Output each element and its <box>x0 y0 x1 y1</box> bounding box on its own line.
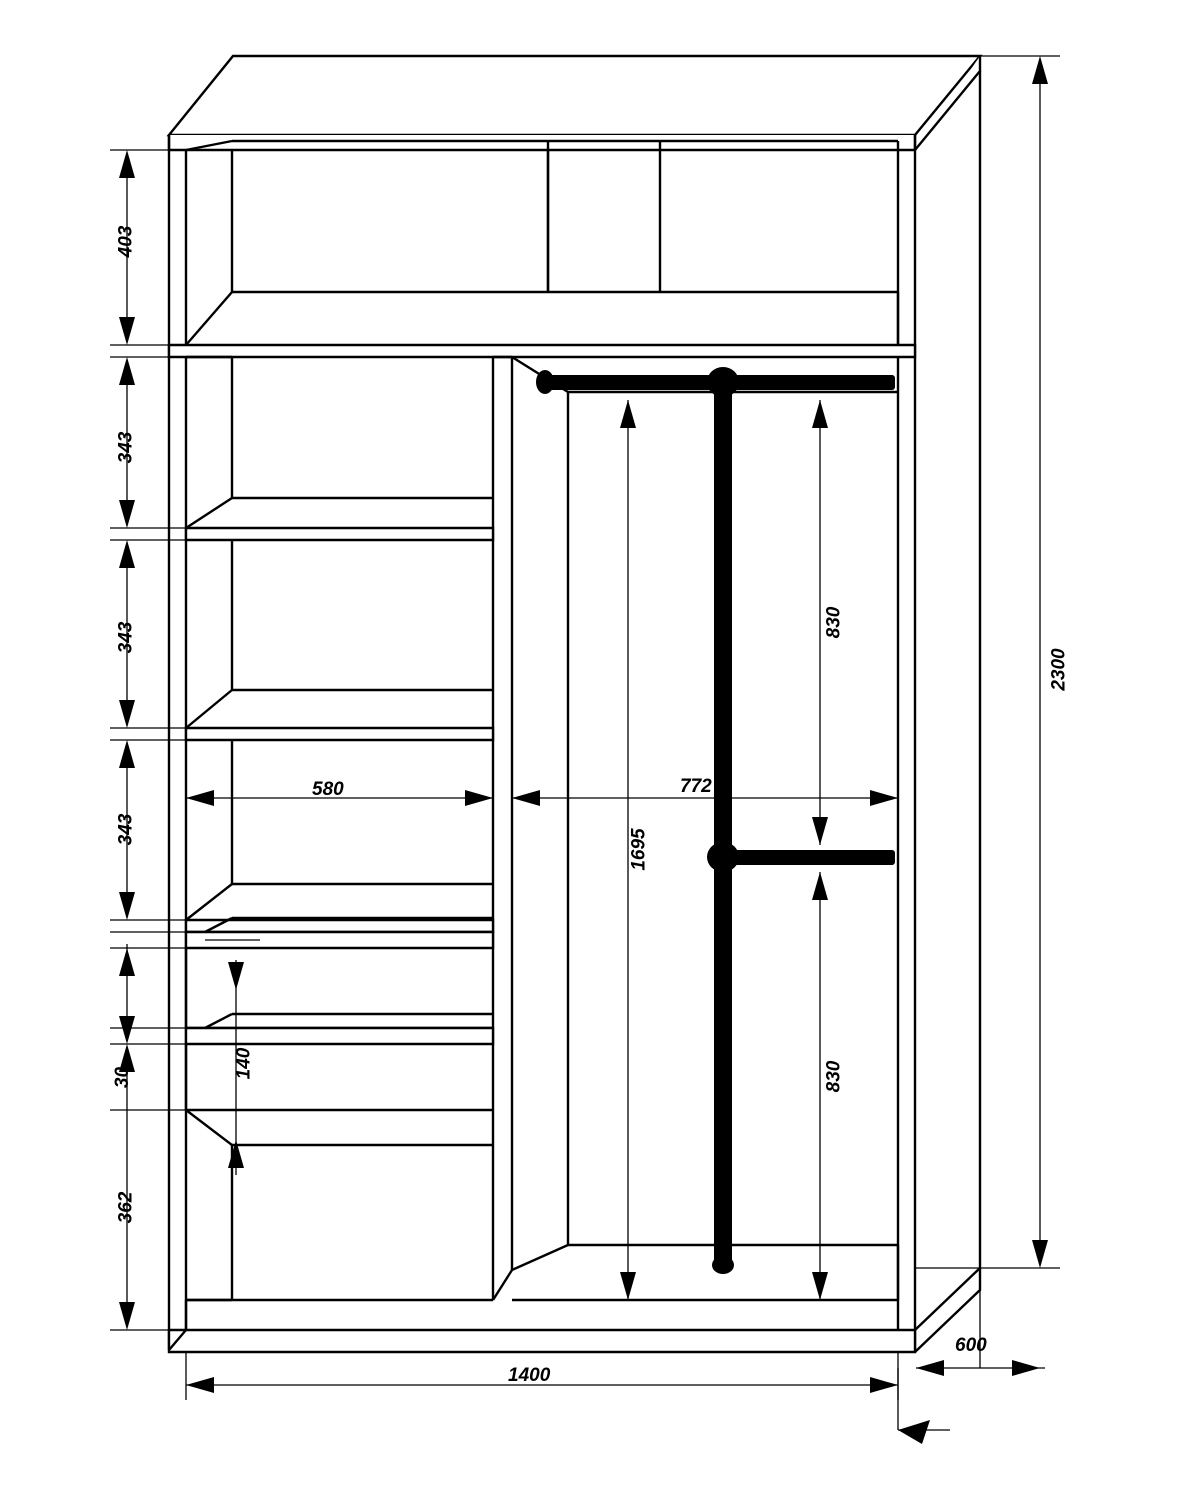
rod-vertical-post <box>712 382 734 1274</box>
left-shelf-1 <box>186 357 493 540</box>
dim-label-overall-width: 1400 <box>508 1365 551 1386</box>
hanging-rod-lower <box>707 842 895 872</box>
dim-label-overall-height: 2300 <box>1048 648 1070 691</box>
dim-label-shelf-gap-2: 343 <box>115 621 137 654</box>
dimension-arrowheads <box>119 56 1048 1444</box>
dim-label-right-section-width: 772 <box>680 776 712 797</box>
dim-label-rod-upper-height: 830 <box>823 606 845 639</box>
dim-label-shelf-gap-3: 343 <box>115 813 137 846</box>
carcass-base-plinth <box>169 1330 915 1352</box>
left-shelf-2 <box>186 540 493 740</box>
dim-label-rod-lower-height: 830 <box>823 1060 845 1093</box>
dim-label-top-compartment-height: 403 <box>115 225 137 258</box>
left-bottom-compartment <box>186 1110 493 1330</box>
right-section-interior <box>512 357 898 1300</box>
dim-label-drawer-front-2: 140 <box>233 1047 255 1080</box>
dim-label-overall-depth: 600 <box>955 1335 987 1356</box>
dim-label-left-section-width: 580 <box>312 779 344 800</box>
carcass-top-panel <box>169 56 980 150</box>
carcass-right-side <box>915 71 980 1352</box>
dim-label-shelf-gap-1: 343 <box>115 431 137 464</box>
dim-label-drawer-front-1: 30 <box>112 1066 134 1089</box>
carcass-left-side <box>169 135 186 1350</box>
center-divider <box>493 357 512 1300</box>
dim-label-total-rod-span: 1695 <box>628 828 650 871</box>
dim-label-bottom-compartment: 362 <box>115 1191 137 1224</box>
drawer-front-2 <box>186 1014 493 1110</box>
dimension-lines <box>110 56 1060 1430</box>
top-compartment <box>169 141 915 357</box>
left-shelf-3 <box>186 740 493 932</box>
